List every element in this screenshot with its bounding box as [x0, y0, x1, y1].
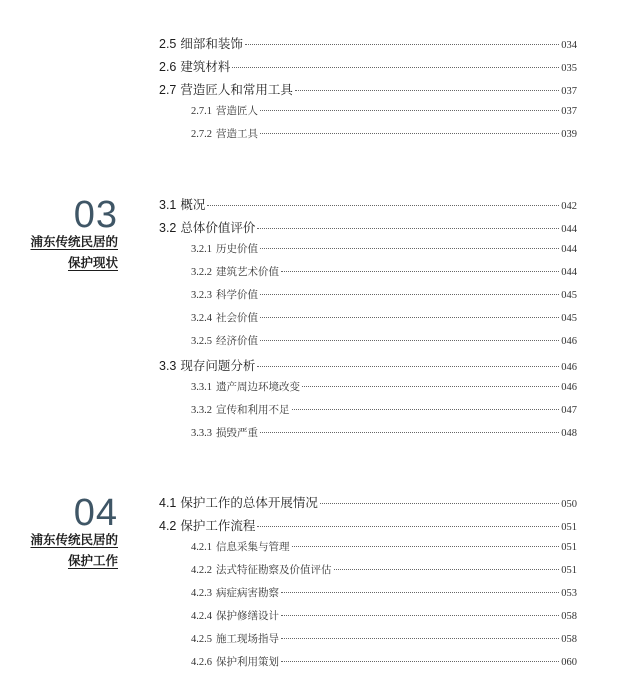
- entry-page: 037: [561, 106, 577, 117]
- entry-title: 病症病害勘察: [216, 588, 279, 599]
- entry-title: 营造工具: [216, 129, 258, 140]
- entry-page: 042: [561, 201, 577, 212]
- dot-leader: [260, 248, 559, 249]
- entry-page: 037: [561, 86, 577, 97]
- entry-title: 营造匠人: [216, 106, 258, 117]
- toc-subentry[interactable]: [191, 379, 577, 395]
- dot-leader: [232, 67, 559, 68]
- entry-page: 034: [561, 40, 577, 51]
- entry-number: 2.6: [159, 60, 177, 74]
- entry-page: 058: [561, 611, 577, 622]
- entry-number: 3.2.4: [191, 313, 212, 324]
- entry-title: 建筑材料: [180, 60, 231, 74]
- entry-number: 3.3: [159, 359, 177, 373]
- toc-entry[interactable]: [159, 195, 577, 211]
- dot-leader: [207, 205, 559, 206]
- entry-page: 035: [561, 63, 577, 74]
- toc-entry[interactable]: [159, 516, 577, 532]
- entry-page: 047: [561, 405, 577, 416]
- dot-leader: [260, 110, 559, 111]
- entry-number: 3.2.1: [191, 244, 212, 255]
- entry-number: 3.3.2: [191, 405, 212, 416]
- toc-subentry[interactable]: [191, 287, 577, 303]
- dot-leader: [257, 366, 559, 367]
- entry-number: 3.2: [159, 221, 177, 235]
- dot-leader: [295, 90, 559, 91]
- toc-entry[interactable]: [159, 57, 577, 73]
- entry-title: 历史价值: [216, 244, 258, 255]
- toc-subentry[interactable]: [191, 241, 577, 257]
- entry-page: 051: [561, 522, 577, 533]
- entry-page: 044: [561, 244, 577, 255]
- entry-number: 4.2.4: [191, 611, 212, 622]
- toc-subentry[interactable]: [191, 126, 577, 142]
- entry-number: 2.7.1: [191, 106, 212, 117]
- toc-subentry[interactable]: [191, 402, 577, 418]
- dot-leader: [260, 340, 559, 341]
- chapter-heading-04: [0, 492, 118, 572]
- entry-number: 3.3.3: [191, 428, 212, 439]
- entry-number: 2.7: [159, 83, 177, 97]
- toc-entry[interactable]: [159, 493, 577, 509]
- dot-leader: [257, 228, 559, 229]
- entry-number: 3.2.5: [191, 336, 212, 347]
- entry-title: 保护修缮设计: [216, 611, 279, 622]
- entry-number: 3.3.1: [191, 382, 212, 393]
- entry-title: 概况: [180, 198, 206, 212]
- toc-subentry[interactable]: [191, 333, 577, 349]
- toc-entry[interactable]: [159, 218, 577, 234]
- toc-subentry[interactable]: [191, 654, 577, 670]
- toc-subentry[interactable]: [191, 264, 577, 280]
- entry-page: 060: [561, 657, 577, 668]
- entry-number: 4.2.1: [191, 542, 212, 553]
- entry-title: 营造匠人和常用工具: [180, 83, 293, 97]
- entry-page: 044: [561, 224, 577, 235]
- chapter-heading-03: [0, 194, 118, 274]
- entry-title: 保护利用策划: [216, 657, 279, 668]
- entry-page: 053: [561, 588, 577, 599]
- entry-number: 4.2.5: [191, 634, 212, 645]
- entry-number: 2.5: [159, 37, 177, 51]
- dot-leader: [260, 133, 559, 134]
- entry-title: 经济价值: [216, 336, 258, 347]
- dot-leader: [292, 409, 560, 410]
- entry-title: 施工现场指导: [216, 634, 279, 645]
- entry-page: 050: [561, 499, 577, 510]
- entry-title: 科学价值: [216, 290, 258, 301]
- entry-title: 宣传和利用不足: [216, 405, 290, 416]
- entry-page: 045: [561, 290, 577, 301]
- chapter-number: 03: [73, 194, 118, 236]
- toc-entry[interactable]: [159, 356, 577, 372]
- entry-title: 遗产周边环境改变: [216, 382, 300, 393]
- entry-number: 4.1: [159, 496, 177, 510]
- dot-leader: [334, 569, 560, 570]
- entry-number: 3.2.3: [191, 290, 212, 301]
- dot-leader: [320, 503, 559, 504]
- entry-title: 现存问题分析: [180, 359, 256, 373]
- toc-subentry[interactable]: [191, 425, 577, 441]
- entry-page: 044: [561, 267, 577, 278]
- entry-title: 总体价值评价: [180, 221, 256, 235]
- dot-leader: [260, 317, 559, 318]
- entry-number: 4.2.3: [191, 588, 212, 599]
- dot-leader: [281, 592, 559, 593]
- dot-leader: [281, 615, 559, 616]
- entry-title: 保护工作流程: [180, 519, 256, 533]
- chapter-title-line2: 保护现状: [67, 256, 118, 270]
- entry-page: 051: [561, 565, 577, 576]
- dot-leader: [257, 526, 559, 527]
- entry-page: 048: [561, 428, 577, 439]
- entry-page: 046: [561, 382, 577, 393]
- entry-title: 细部和装饰: [180, 37, 243, 51]
- dot-leader: [281, 661, 559, 662]
- entry-title: 信息采集与管理: [216, 542, 290, 553]
- entry-page: 039: [561, 129, 577, 140]
- toc-subentry[interactable]: [191, 608, 577, 624]
- entry-number: 3.2.2: [191, 267, 212, 278]
- toc-subentry[interactable]: [191, 539, 577, 555]
- dot-leader: [281, 271, 559, 272]
- entry-page: 051: [561, 542, 577, 553]
- entry-page: 058: [561, 634, 577, 645]
- entry-number: 4.2: [159, 519, 177, 533]
- entry-page: 046: [561, 336, 577, 347]
- dot-leader: [302, 386, 559, 387]
- toc-subentry[interactable]: [191, 310, 577, 326]
- entry-page: 046: [561, 362, 577, 373]
- entry-number: 2.7.2: [191, 129, 212, 140]
- toc-subentry[interactable]: [191, 103, 577, 119]
- chapter-title-line2: 保护工作: [67, 554, 118, 568]
- entry-number: 3.1: [159, 198, 177, 212]
- dot-leader: [260, 432, 559, 433]
- entry-title: 保护工作的总体开展情况: [180, 496, 318, 510]
- dot-leader: [260, 294, 559, 295]
- entry-title: 社会价值: [216, 313, 258, 324]
- toc-subentry[interactable]: [191, 585, 577, 601]
- toc-subentry[interactable]: [191, 562, 577, 578]
- entry-number: 4.2.6: [191, 657, 212, 668]
- entry-title: 建筑艺术价值: [216, 267, 279, 278]
- toc-entry[interactable]: [159, 80, 577, 96]
- toc-subentry[interactable]: [191, 631, 577, 647]
- entry-title: 法式特征勘察及价值评估: [216, 565, 332, 576]
- entry-page: 045: [561, 313, 577, 324]
- toc-entry[interactable]: [159, 34, 577, 50]
- chapter-title-line1: 浦东传统民居的: [30, 533, 118, 547]
- dot-leader: [281, 638, 559, 639]
- dot-leader: [245, 44, 559, 45]
- chapter-number: 04: [73, 492, 118, 534]
- dot-leader: [292, 546, 560, 547]
- chapter-title-line1: 浦东传统民居的: [30, 235, 118, 249]
- entry-number: 4.2.2: [191, 565, 212, 576]
- entry-title: 损毁严重: [216, 428, 258, 439]
